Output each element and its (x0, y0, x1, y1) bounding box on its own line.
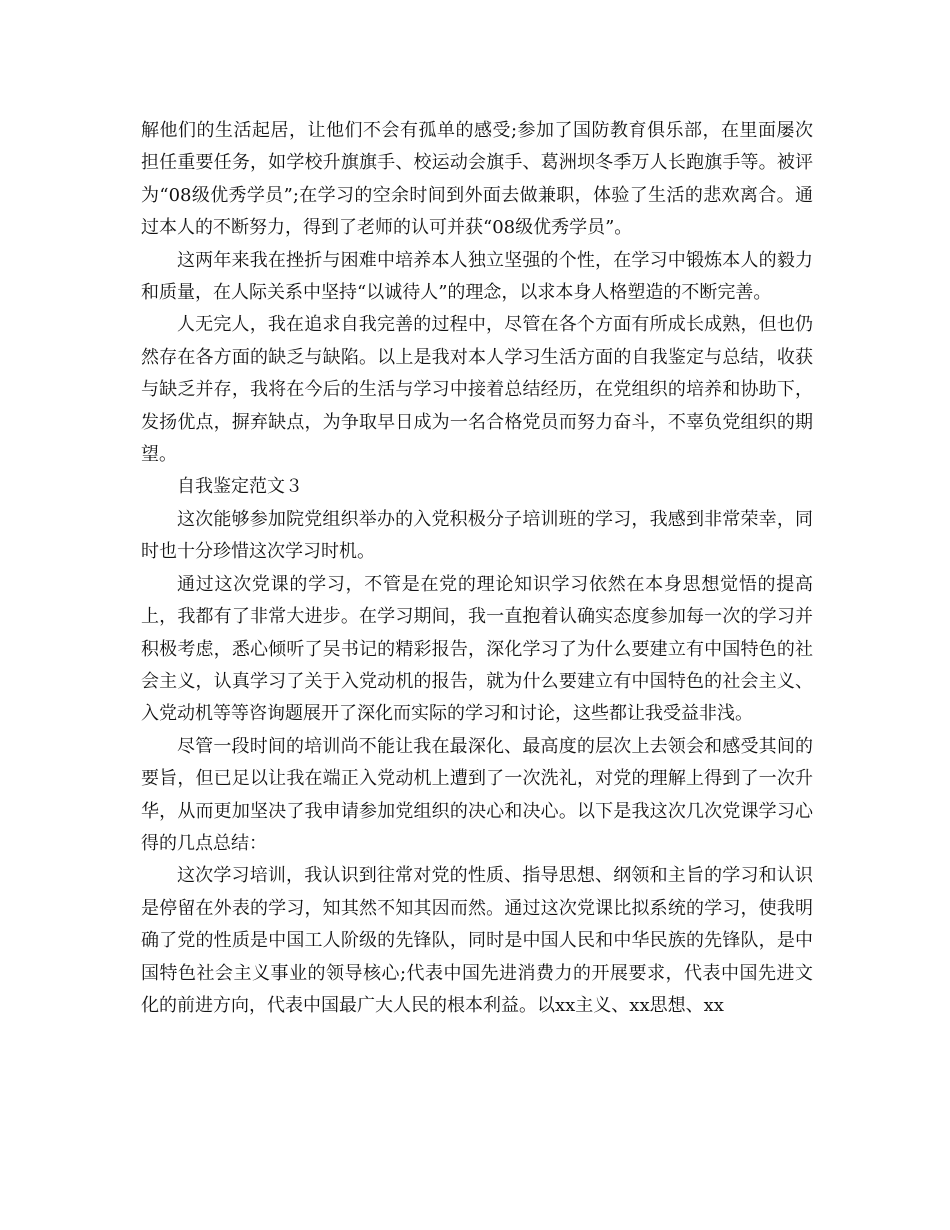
paragraph-5: 通过这次党课的学习，不管是在党的理论知识学习依然在本身思想觉悟的提高上，我都有了非常大进步。在学习期间，我一直抱着认确实态度参加每一次的学习并积极考虑，悉心倾听了吴书记的精彩报告，深化学习了为什么要建立有中国特色的社会主义，认真学习了关于入党动机的报告，就为什么要建立有中国特色的社会主义、入党动机等等咨询题展开了深化而实际的学习和讨论，这些都让我受益非浅。 (141, 573, 813, 725)
paragraph-3: 人无完人，我在追求自我完善的过程中，尽管在各个方面有所成长成熟，但也仍然存在各方面的缺乏与缺陷。以上是我对本人学习生活方面的自我鉴定与总结，收获与缺乏并存，我将在今后的生活与学习中接着总结经历，在党组织的培养和协助下，发扬优点，摒弃缺点，为争取早日成为一名合格党员而努力奋斗，不辜负党组织的期望。 (141, 314, 813, 466)
document-body (141, 115, 813, 1022)
paragraph-1: 解他们的生活起居，让他们不会有孤单的感受;参加了国防教育俱乐部，在里面屡次担任重要任务，如学校升旗旗手、校运动会旗手、葛洲坝冬季万人长跑旗手等。被评为“08级优秀学员”;在学习的空余时间到外面去做兼职，体验了生活的悲欢离合。通过本人的不断努力，得到了老师的认可并获“08级优秀学员”。 (141, 120, 813, 239)
paragraph-6: 尽管一段时间的培训尚不能让我在最深化、最高度的层次上去领会和感受其间的要旨，但已足以让我在端正入党动机上遭到了一次洗礼，对党的理解上得到了一次升华，从而更加坚决了我申请参加党组织的决心和决心。以下是我这次几次党课学习心得的几点总结： (141, 735, 813, 854)
paragraph-7: 这次学习培训，我认识到往常对党的性质、指导思想、纲领和主旨的学习和认识是停留在外表的学习，知其然不知其因而然。通过这次党课比拟系统的学习，使我明确了党的性质是中国工人阶级的先锋队，同时是中国人民和中华民族的先锋队，是中国特色社会主义事业的领导核心;代表中国先进消费力的开展要求，代表中国先进文化的前进方向，代表中国最广大人民的根本利益。以xx主义、xx思想、xx (141, 865, 813, 1016)
paragraph-4: 这次能够参加院党组织举办的入党积极分子培训班的学习，我感到非常荣幸，同时也十分珍惜这次学习时机。 (141, 508, 813, 563)
paragraph-2: 这两年来我在挫折与困难中培养本人独立坚强的个性，在学习中锻炼本人的毅力和质量，在人际关系中坚持“以诚待人”的理念，以求本身人格塑造的不断完善。 (141, 249, 813, 304)
section-heading: 自我鉴定范文３ (177, 476, 303, 498)
